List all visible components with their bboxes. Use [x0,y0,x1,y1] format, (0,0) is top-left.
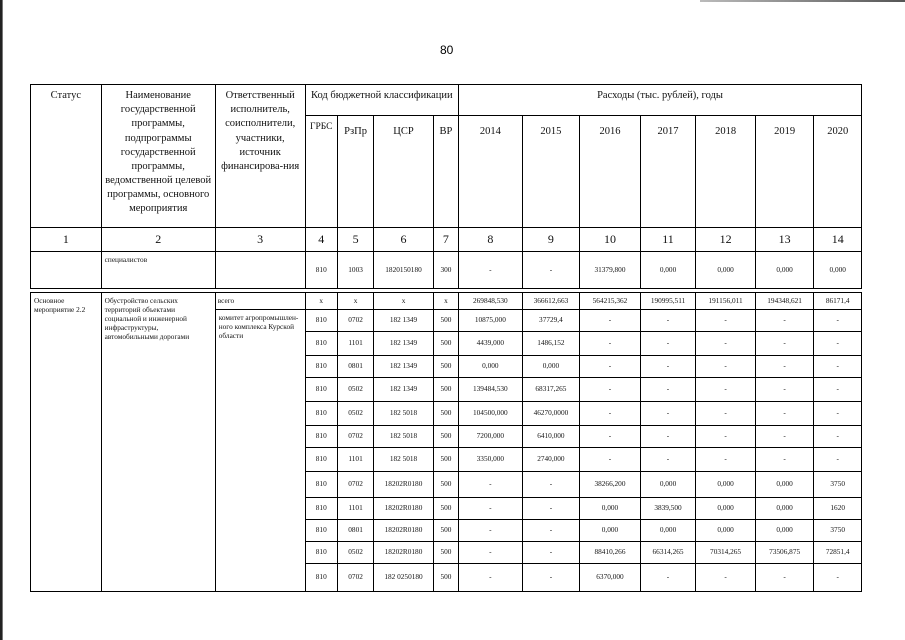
table-cell: - [814,332,862,356]
table-cell: 3750 [814,472,862,498]
table-cell: - [814,426,862,448]
table-cell: 7200,000 [459,426,523,448]
table-cell: 182 0250180 [374,564,434,592]
table-cell: 810 [305,310,337,332]
table-cell: 500 [433,472,458,498]
table-cell: - [580,402,641,426]
table-cell: 72851,4 [814,542,862,564]
table-cell: - [640,448,696,472]
table-cell: - [814,310,862,332]
table-cell: 46270,0000 [522,402,580,426]
header-year: 2016 [580,116,641,228]
table-cell: - [755,356,814,378]
table-cell: 182 5018 [374,448,434,472]
table-cell: 38266,200 [580,472,641,498]
table-cell: - [640,564,696,592]
table-cell: - [696,402,756,426]
table-cell: 500 [433,564,458,592]
table-cell: 104500,000 [459,402,523,426]
table-cell: 1486,152 [522,332,580,356]
table-cell: 500 [433,356,458,378]
header-row-1 [31,85,862,116]
table-cell: 500 [433,310,458,332]
column-number: 3 [215,228,305,252]
table-cell: 0,000 [640,520,696,542]
table-cell: 6410,000 [522,426,580,448]
table-cell: - [640,310,696,332]
table-cell: 810 [305,564,337,592]
table-cell: 500 [433,426,458,448]
table-cell: - [755,564,814,592]
table-cell: 0801 [337,520,373,542]
event-status: Основное мероприятие 2.2 [31,293,102,592]
table-cell: 810 [305,520,337,542]
table-cell: 3350,000 [459,448,523,472]
table-cell: 1820150180 [374,252,434,289]
table-cell: 70314,265 [696,542,756,564]
table-cell: - [755,426,814,448]
table-cell: - [640,402,696,426]
column-number: 2 [101,228,215,252]
event-total-row [31,293,862,310]
table-cell: - [755,402,814,426]
table-cell: 810 [305,402,337,426]
header-rzpr: РзПр [337,116,373,228]
header-year: 2019 [755,116,814,228]
table-cell: 0502 [337,542,373,564]
table-cell: 810 [305,498,337,520]
table-cell: 810 [305,472,337,498]
table-cell: 3750 [814,520,862,542]
table-cell: 194348,621 [755,293,814,310]
table-cell: 0,000 [755,472,814,498]
header-name: Наименование государственной программы, подпрограммы государственной программы, ведомственной целевой программы, основного мероприятия [101,85,215,228]
column-number: 5 [337,228,373,252]
table-cell: 31379,800 [580,252,641,289]
table-cell: 366612,663 [522,293,580,310]
header-year: 2017 [640,116,696,228]
table-cell: - [640,378,696,402]
table-cell: 0,000 [814,252,862,289]
page-number: 80 [440,43,454,57]
table-cell: 182 1349 [374,310,434,332]
table-cell: 68317,265 [522,378,580,402]
table-cell: 0,000 [755,498,814,520]
column-number: 4 [305,228,337,252]
table-cell: 500 [433,378,458,402]
table-cell: 500 [433,520,458,542]
header-status: Статус [31,85,102,228]
table-cell: 500 [433,332,458,356]
table-cell: - [814,378,862,402]
table-cell: 18202R0180 [374,542,434,564]
table-cell: x [337,293,373,310]
scan-left-edge [0,0,6,640]
column-number: 9 [522,228,580,252]
table-cell: - [696,332,756,356]
table-cell: 182 1349 [374,332,434,356]
event-name: Обустройство сельских территорий объектами социальной и инженерной инфраструктуры, автомобильными дорогами [101,293,215,592]
table-cell: x [305,293,337,310]
table-cell: 810 [305,332,337,356]
table-cell: - [459,520,523,542]
table-cell: - [814,402,862,426]
table-cell: - [696,448,756,472]
table-cell: 810 [305,542,337,564]
column-number: 13 [755,228,814,252]
column-number: 7 [433,228,458,252]
table-cell: 139484,530 [459,378,523,402]
column-number: 11 [640,228,696,252]
table-cell: - [580,448,641,472]
table-cell: - [459,472,523,498]
table-cell: 0,000 [696,520,756,542]
table-cell: - [580,356,641,378]
column-number: 12 [696,228,756,252]
table-cell: - [580,310,641,332]
executor-cell [215,252,305,289]
table-cell: 182 1349 [374,356,434,378]
column-number: 1 [31,228,102,252]
table-cell: 73506,875 [755,542,814,564]
table-cell: 0702 [337,472,373,498]
table-cell: 18202R0180 [374,472,434,498]
table-cell: 1101 [337,448,373,472]
event-executor: комитет агропромышлен-ного комплекса Курской области [215,310,305,592]
column-numbers-row [31,228,862,252]
table-cell: 4439,000 [459,332,523,356]
table-cell: - [696,378,756,402]
table-cell: 37729,4 [522,310,580,332]
table-cell: 0,000 [696,472,756,498]
table-cell: 300 [433,252,458,289]
header-budget-code: Код бюджетной классификации [305,85,458,116]
status-cell [31,252,102,289]
table-cell: - [814,448,862,472]
table-cell: 0702 [337,564,373,592]
header-grbs: ГРБС [305,116,337,228]
header-year: 2020 [814,116,862,228]
column-number: 10 [580,228,641,252]
table-cell: 810 [305,426,337,448]
table-cell: 810 [305,356,337,378]
table-cell: - [522,252,580,289]
table-cell: - [459,252,523,289]
table-cell: 269848,530 [459,293,523,310]
table-cell: 500 [433,402,458,426]
table-cell: x [433,293,458,310]
table-cell: - [459,498,523,520]
table-cell: - [696,564,756,592]
table-cell: 0,000 [580,520,641,542]
table-cell: 810 [305,378,337,402]
table-cell: - [522,498,580,520]
table-cell: 2740,000 [522,448,580,472]
table-cell: 500 [433,448,458,472]
total-label: всего [215,293,305,310]
budget-table [30,84,862,592]
table-cell: 3839,500 [640,498,696,520]
table-cell: - [696,356,756,378]
table-cell: - [755,332,814,356]
table-cell: - [755,448,814,472]
table-cell: 0,000 [522,356,580,378]
scan-top-edge [700,0,905,2]
header-vr: ВР [433,116,458,228]
table-cell: - [755,378,814,402]
table-cell: 0502 [337,378,373,402]
header-year: 2014 [459,116,523,228]
table-cell: - [522,472,580,498]
table-cell: 810 [305,448,337,472]
table-cell: 1101 [337,332,373,356]
table-cell: - [522,520,580,542]
table-cell: 182 1349 [374,378,434,402]
header-year: 2015 [522,116,580,228]
column-number: 14 [814,228,862,252]
table-cell: 0702 [337,426,373,448]
table-cell: x [374,293,434,310]
table-cell: 182 5018 [374,426,434,448]
column-number: 8 [459,228,523,252]
header-executor: Ответственный исполнитель, соисполнители, участники, источник финансирова-ния [215,85,305,228]
table-cell: 0502 [337,402,373,426]
table-cell: - [459,542,523,564]
table-cell: 1003 [337,252,373,289]
table-cell: 86171,4 [814,293,862,310]
table-cell: 10875,000 [459,310,523,332]
table-cell: - [580,378,641,402]
table-cell: - [580,426,641,448]
table-cell: 66314,265 [640,542,696,564]
table-cell: 0,000 [696,498,756,520]
header-year: 2018 [696,116,756,228]
continuation-row [31,252,862,289]
table-cell: 1620 [814,498,862,520]
table-cell: 0,000 [640,472,696,498]
table-cell: - [696,426,756,448]
table-cell: 564215,362 [580,293,641,310]
table-cell: - [755,310,814,332]
table-cell: 88410,266 [580,542,641,564]
table-cell: - [696,310,756,332]
table-cell: 0,000 [755,520,814,542]
table-cell: - [814,564,862,592]
table-cell: - [814,356,862,378]
table-cell: 182 5018 [374,402,434,426]
table-cell: 500 [433,498,458,520]
table-cell: 18202R0180 [374,520,434,542]
table-cell: 18202R0180 [374,498,434,520]
table-cell: - [580,332,641,356]
table-cell: - [522,542,580,564]
table-cell: - [640,332,696,356]
table-cell: 0801 [337,356,373,378]
table-cell: 0,000 [580,498,641,520]
table-cell: - [459,564,523,592]
table-cell: 0,000 [459,356,523,378]
table-cell: 6370,000 [580,564,641,592]
table-cell: 500 [433,542,458,564]
table-cell: - [640,356,696,378]
table-cell: 0702 [337,310,373,332]
table-cell: 0,000 [640,252,696,289]
continuation-name: специалистов [101,252,215,289]
table-cell: 0,000 [755,252,814,289]
header-expenses: Расходы (тыс. рублей), годы [459,85,862,116]
table-cell: 191156,011 [696,293,756,310]
table-cell: - [640,426,696,448]
table-cell: 190995,511 [640,293,696,310]
table-cell: 810 [305,252,337,289]
table-cell: 0,000 [696,252,756,289]
column-number: 6 [374,228,434,252]
table-cell: - [522,564,580,592]
header-csr: ЦСР [374,116,434,228]
table-cell: 1101 [337,498,373,520]
